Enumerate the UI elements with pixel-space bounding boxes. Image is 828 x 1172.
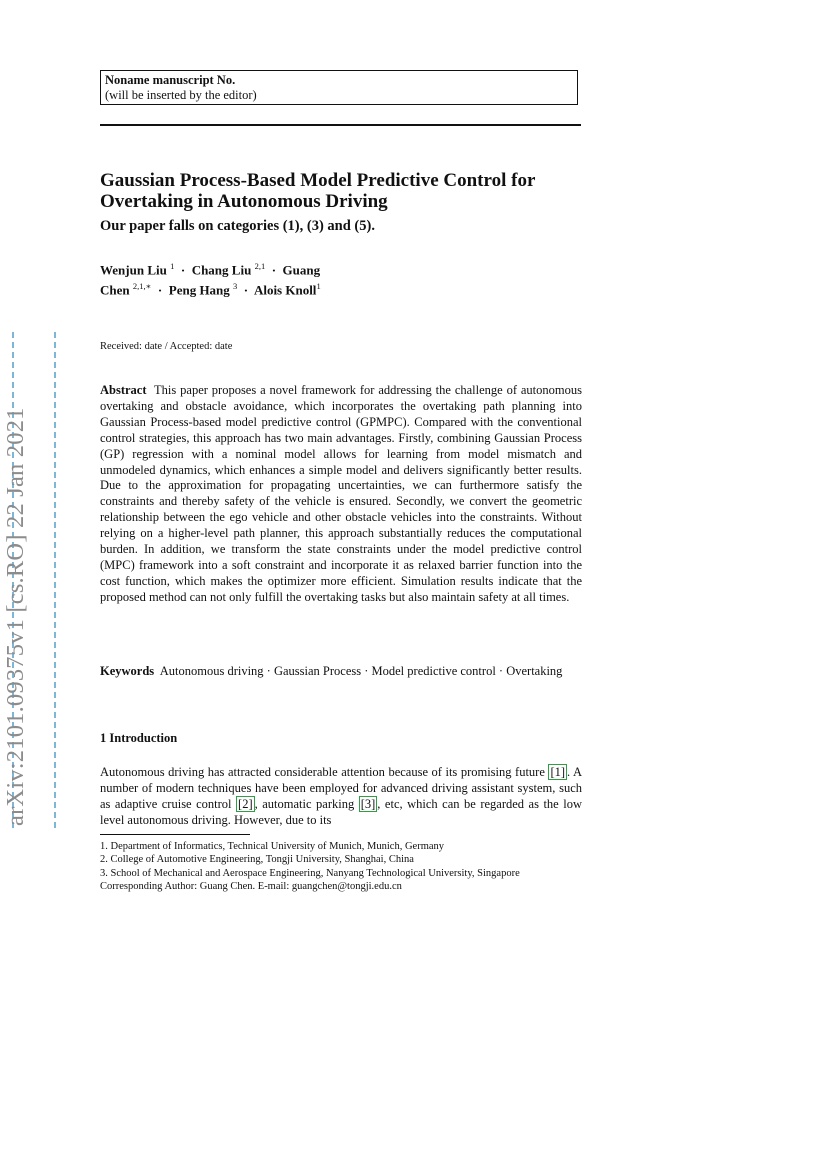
manuscript-label: Noname manuscript No. [105,73,236,87]
introduction-paragraph [100,765,582,829]
citation-link[interactable]: [1] [550,765,566,779]
author-affiliation: 2,1,∗ [132,281,152,292]
arxiv-identifier: arXiv:2101.09375v1 [cs.RO] 22 Jan 2021 [2,407,29,826]
abstract [100,383,582,606]
author-affiliation: 3 [233,281,238,292]
keywords-label: Keywords [100,664,155,678]
intro-text: , etc, which can be regarded as the low level autonomous driving. However, due to its [100,796,582,827]
author-name: Peng Hang [168,282,230,298]
citation-link[interactable]: [2] [238,796,253,811]
author-separator: · [243,282,249,298]
paper-title: Gaussian Process-Based Model Predictive Control for Overtaking in Autonomous Driving [100,170,536,212]
abstract-label: Abstract [100,383,147,397]
author-name: Chang Liu [191,262,252,278]
author-affiliation: 1 [316,281,321,292]
header-rule [100,124,581,126]
intro-text: . A number of modern techniques have been employed for advanced driving assistant system, such as adaptive cruise control [100,765,583,811]
author-affiliation: 1 [170,261,175,271]
editor-note: (will be inserted by the editor) [105,88,257,102]
author-affiliation: 2,1 [254,261,266,271]
author-name: Guang [282,262,321,278]
citation-link[interactable]: [3] [360,796,376,811]
author-separator: · [157,282,163,298]
footnote: Corresponding Author: Guang Chen. E-mail: guangchen@tongji.edu.cn [100,880,402,892]
keywords-text: Autonomous driving · Gaussian Process · Model predictive control · Overtaking [159,664,563,678]
footnote-rule [100,834,250,835]
manuscript-box [100,70,578,105]
author-name: Chen [100,282,130,298]
author-separator: · [180,262,186,278]
author-name: Alois Knoll [253,282,317,298]
author-separator: · [271,262,277,278]
footnote: 3. School of Mechanical and Aerospace Engineering, Nanyang Technological University, Singapore [100,867,520,879]
section-heading: 1 Introduction [100,731,178,745]
footnotes [100,840,582,893]
received-date: Received: date / Accepted: date [100,341,233,352]
intro-text: , automatic parking [254,796,359,811]
abstract-text: This paper proposes a novel framework for addressing the challenge of autonomous overtaking and obstacle avoidance, which incorporates the overtaking path planning into Gaussian Process-based model predictive control (GPMPC). Compared with the conventional control strategies, this approach has two main advantages. Firstly, combining Gaussian Process (GP) regression with a nominal model allows for learning from model mismatch and unmodeled dynamics, which enhances a simple model and delivers significantly better results. Due to the approximation for propagating uncertainties, we can furthermore satisfy the constraints and thereby safety of the vehicle is ensured. Secondly, we convert the geometric relationship between the ego vehicle and other obstacle vehicles into the constraints. Without relying on a higher-level path planner, this approach substantially reduces the computational burden. In addition, we transform the state constraints under the model predictive control (MPC) framework into a soft constraint and incorporate it as relaxed barrier function into the cost function, which makes the optimizer more efficient. Simulation results indicate that the proposed method can not only fulfill the overtaking tasks but also maintain safety at all times. [100,383,582,604]
keywords [100,664,582,680]
intro-text: Autonomous driving has attracted considerable attention because of its promising future [100,765,549,779]
author-name: Wenjun Liu [100,262,167,278]
footnote: 2. College of Automotive Engineering, Tongji University, Shanghai, China [100,854,414,866]
paper-subtitle: Our paper falls on categories (1), (3) and (5). [100,218,375,234]
author-list [100,258,400,299]
footnote: 1. Department of Informatics, Technical University of Munich, Munich, Germany [100,841,445,852]
